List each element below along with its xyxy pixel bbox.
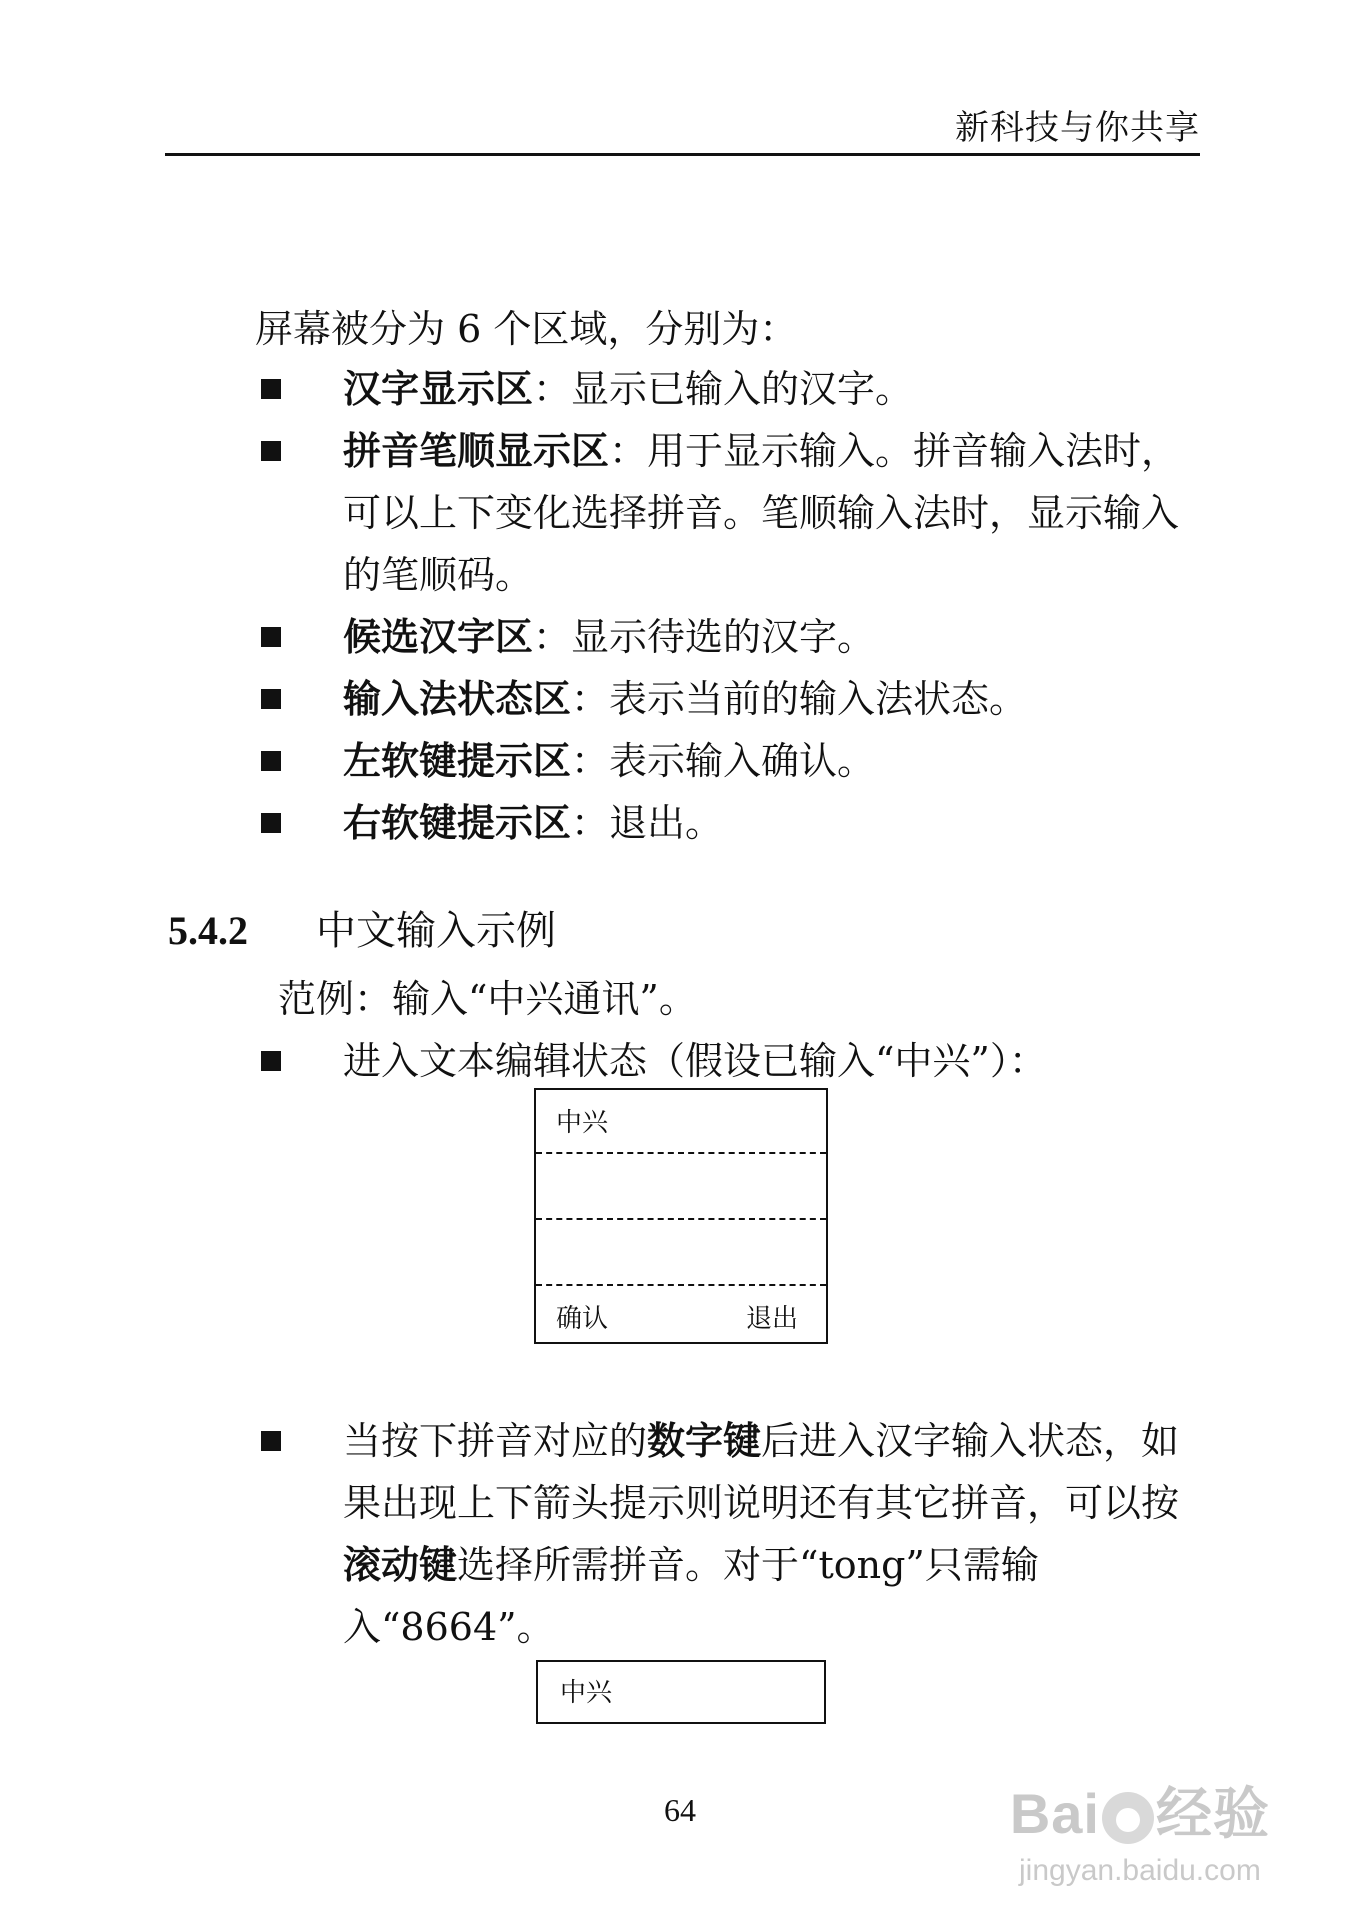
step2-text: 选择所需拼音。对于“tong”只需输入“8664”。: [343, 1543, 1039, 1649]
list-item: [255, 668, 1205, 730]
list-item: [255, 1410, 1205, 1658]
step2-text: 后进入汉字输入状态，如果出现上下箭头提示则说明还有其它拼音，可以按: [343, 1419, 1180, 1525]
region-desc: ：表示输入确认。: [571, 739, 876, 783]
key-term: 滚动键: [343, 1542, 458, 1587]
dashed-divider: [536, 1284, 826, 1286]
phone-screen-diagram: [536, 1660, 826, 1724]
screen-top-text: 中兴: [556, 1108, 609, 1138]
region-name: 候选汉字区: [343, 614, 534, 659]
screen-top-text: 中兴: [560, 1678, 613, 1708]
phone-screen-diagram: [534, 1088, 828, 1344]
running-header: 新科技与你共享: [955, 108, 1200, 148]
list-item: [255, 358, 1205, 420]
left-softkey-label: 确认: [556, 1304, 609, 1334]
square-bullet-icon: [261, 379, 281, 399]
paw-icon: [1102, 1792, 1154, 1844]
watermark-logo: Bai 经验: [1009, 1782, 1270, 1845]
key-term: 数字键: [647, 1418, 762, 1463]
list-item: [255, 606, 1205, 668]
step2-text: 当按下拼音对应的: [343, 1419, 648, 1463]
example-text: 范例：输入“中兴通讯”。: [278, 977, 697, 1021]
square-bullet-icon: [261, 751, 281, 771]
dashed-divider: [536, 1152, 826, 1154]
region-desc: ：表示当前的输入法状态。: [571, 677, 1028, 721]
region-desc: ：用于显示输入。拼音输入法时，可以上下变化选择拼音。笔顺输入法时，显示输入的笔顺码。: [343, 429, 1180, 597]
watermark-url: jingyan.baidu.com: [1019, 1854, 1261, 1887]
step-list: [255, 1030, 1205, 1092]
region-desc: ：退出。: [571, 801, 724, 845]
intro-text: 屏幕被分为 6 个区域，分别为：: [255, 307, 798, 351]
list-item: [255, 420, 1205, 606]
square-bullet-icon: [261, 813, 281, 833]
step-list: [255, 1410, 1205, 1658]
right-softkey-label: 退出: [745, 1304, 798, 1334]
section-title: 中文输入示例: [316, 908, 556, 954]
section-number: 5.4.2: [168, 908, 248, 953]
square-bullet-icon: [261, 627, 281, 647]
region-name: 右软键提示区: [343, 800, 572, 845]
list-item: [255, 730, 1205, 792]
region-name: 拼音笔顺显示区: [343, 428, 610, 473]
step1-text: 进入文本编辑状态（假设已输入“中兴”）：: [343, 1039, 1047, 1083]
list-item: [255, 1030, 1205, 1092]
square-bullet-icon: [261, 441, 281, 461]
region-name: 左软键提示区: [343, 738, 572, 783]
square-bullet-icon: [261, 689, 281, 709]
dashed-divider: [536, 1218, 826, 1220]
region-name: 输入法状态区: [343, 676, 572, 721]
region-desc: ：显示待选的汉字。: [533, 615, 876, 659]
square-bullet-icon: [261, 1431, 281, 1451]
region-list: [255, 358, 1205, 854]
baidu-jingyan-watermark: [1010, 1770, 1270, 1888]
list-item: [255, 792, 1205, 854]
region-desc: ：显示已输入的汉字。: [533, 367, 914, 411]
section-heading: [168, 900, 556, 962]
square-bullet-icon: [261, 1051, 281, 1071]
region-name: 汉字显示区: [343, 366, 534, 411]
header-rule: [165, 153, 1200, 156]
page-number: 64: [664, 1792, 696, 1828]
